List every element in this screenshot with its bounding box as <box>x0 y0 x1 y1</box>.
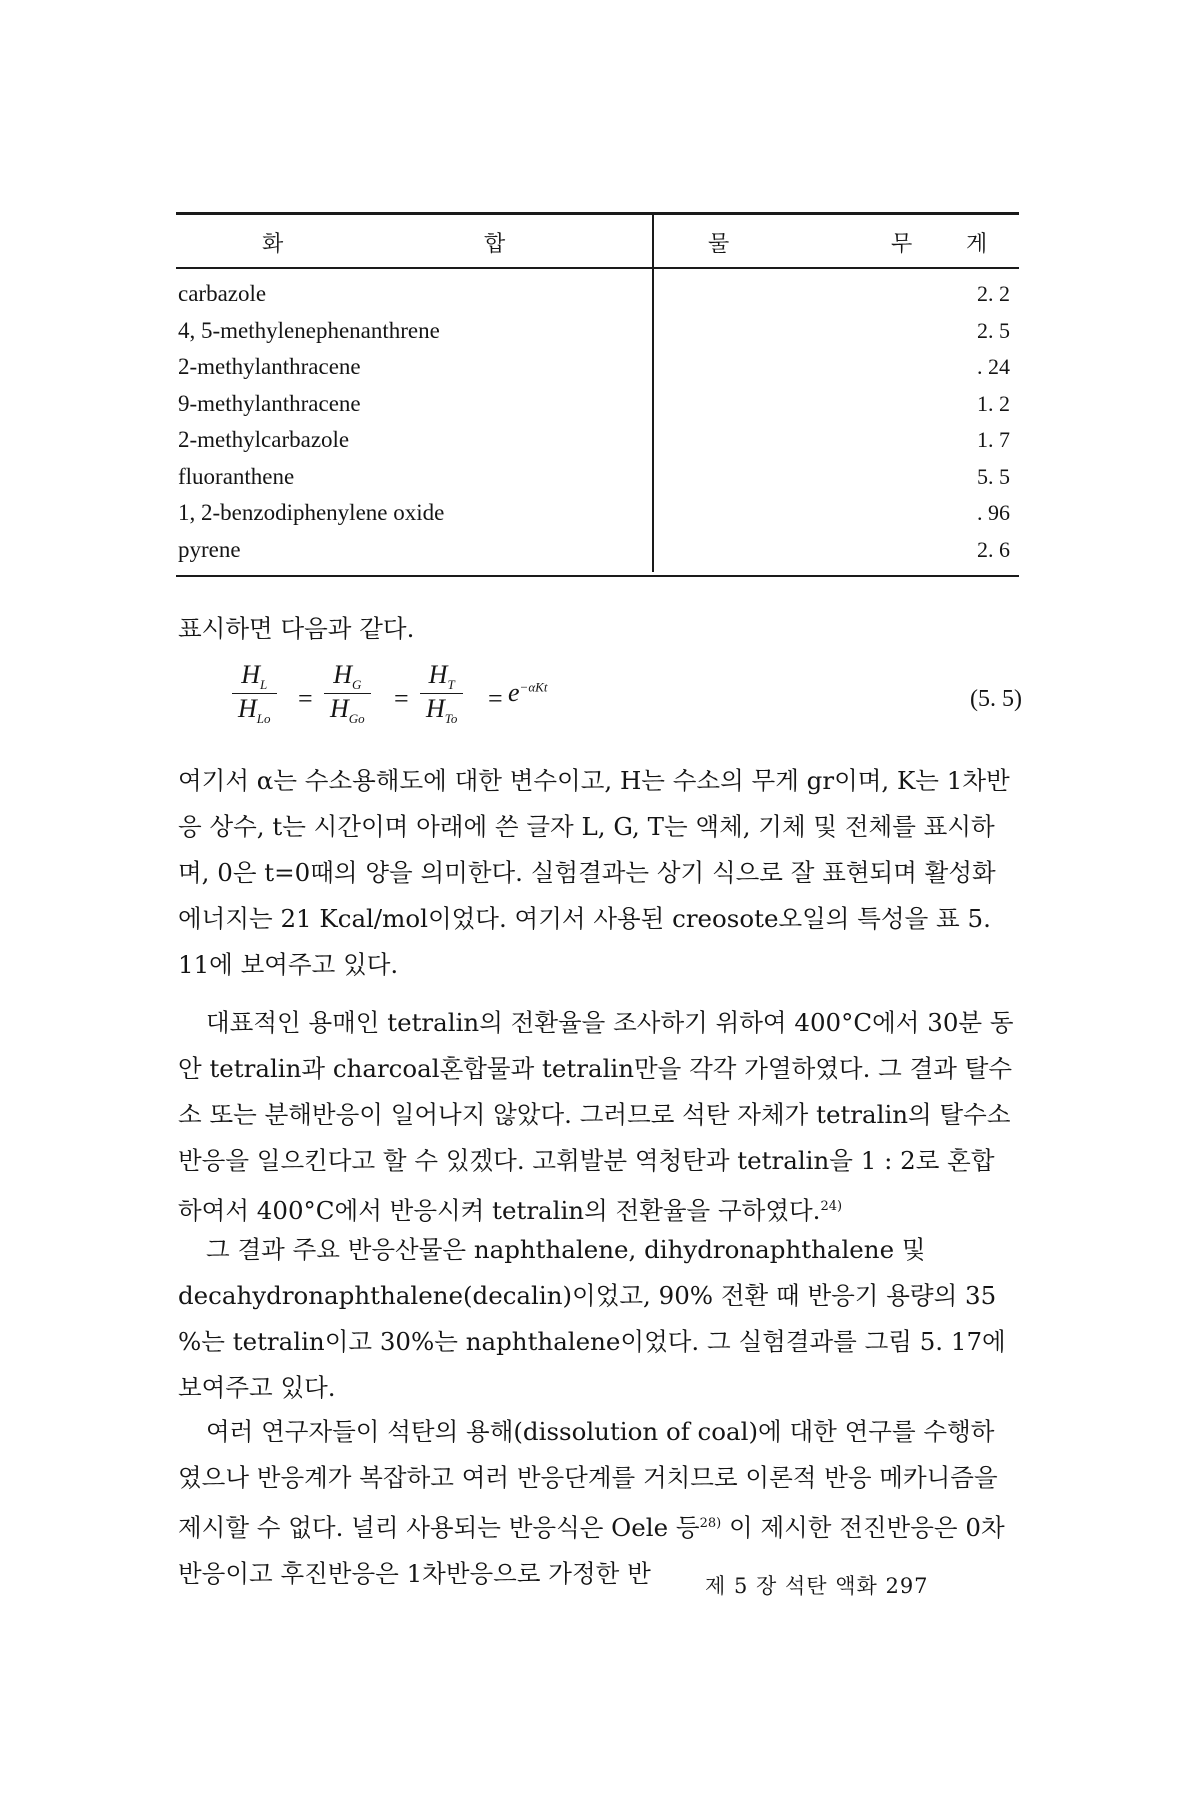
compound-weight: 2. 5 <box>977 317 1010 343</box>
eq-symbol: H <box>426 694 445 724</box>
paragraph-results: 그 결과 주요 반응산물은 naphthalene, dihydronaphthalene 및 decahydronaphthalene(decalin)이었고, 90% 전환 때 반응기 용량의 35 %는 tetralin이고 30%는 naphthalene이었다. 그 실험결과를 그림 5. 17에 보여주고 있다. <box>178 1235 1006 1402</box>
reference-superscript: 24) <box>820 1199 843 1214</box>
compound-name: pyrene <box>178 536 241 562</box>
table-row <box>176 275 1019 312</box>
eq-symbol: H <box>241 660 261 689</box>
eq-subscript: G <box>352 677 362 693</box>
eq-subscript: To <box>444 711 458 727</box>
compound-weight: 1. 2 <box>977 390 1010 416</box>
eq-symbol: H <box>330 694 349 724</box>
header-char-4: 무 <box>891 232 915 257</box>
fraction-liquid <box>232 660 277 727</box>
intro-text: 표시하면 다음과 같다. <box>178 614 415 643</box>
eq-exponent: −αKt <box>519 679 548 695</box>
equals-sign: = <box>298 684 313 713</box>
paragraph-text: 이 제시한 전진반응은 0차반응이고 후진반응은 1차반응으로 가정한 반 <box>178 1513 1005 1589</box>
table-row <box>176 531 1019 568</box>
reference-superscript: 28) <box>699 1516 722 1531</box>
equals-sign: = <box>488 684 503 713</box>
compound-weight: 1. 7 <box>977 427 1010 452</box>
eq-subscript: T <box>447 677 455 693</box>
compound-weight: . 96 <box>977 500 1010 525</box>
eq-symbol: H <box>428 660 448 689</box>
compound-weight: 2. 2 <box>977 281 1010 306</box>
equation-number: (5. 5) <box>970 686 1022 712</box>
paragraph-definitions: 여기서 α는 수소용해도에 대한 변수이고, H는 수소의 무게 gr이며, K는 1차반응 상수, t는 시간이며 아래에 쓴 글자 L, G, T는 액체, 기체 및 전체를 표시하며, 0은 t=0때의 양을 의미한다. 실험결과는 상기 식으로 잘 표현되며 활성화 에너지는 21 Kcal/mol이었다. 여기서 사용된 creosote오일의 특성을 표 5. 11에 보여주고 있다. <box>178 766 1010 979</box>
fraction-gas <box>324 660 371 727</box>
paragraph-tetralin <box>178 1000 1018 1234</box>
compound-weight-table <box>176 212 1019 577</box>
header-char-5: 게 <box>966 232 990 257</box>
page-footer: 제 5 장 석탄 액화 297 <box>705 1574 929 1598</box>
table-row <box>176 458 1019 495</box>
table-bottom-rule <box>176 575 1019 577</box>
paragraph-text: 여러 연구자들이 석탄의 용해(dissolution of coal)에 대한 연구를 수행하였으나 반응계가 복잡하고 여러 반응단계를 거치므로 이론적 반응 메카니즘을 제시할 수 없다. 널리 사용되는 반응식은 Oele 등 <box>178 1417 998 1543</box>
compound-weight: 2. 6 <box>977 536 1010 562</box>
compound-name: 1, 2-benzodiphenylene oxide <box>178 500 445 525</box>
header-char-3: 물 <box>708 232 732 257</box>
compound-weight: . 24 <box>977 354 1010 379</box>
equation-5-5 <box>232 660 1022 750</box>
eq-symbol: H <box>333 660 353 689</box>
eq-subscript: L <box>260 677 268 693</box>
eq-symbol: H <box>238 694 257 724</box>
table-row <box>176 312 1019 349</box>
compound-name: 9-methylanthracene <box>178 390 361 416</box>
compound-name: fluoranthene <box>178 463 295 489</box>
table-body <box>176 269 1019 575</box>
table-row <box>176 348 1019 385</box>
header-char-1: 화 <box>262 232 286 257</box>
eq-subscript: Lo <box>256 711 271 727</box>
table-row <box>176 421 1019 458</box>
equals-sign: = <box>394 684 409 713</box>
table-header <box>176 215 1019 267</box>
exponential-term <box>508 678 547 708</box>
compound-weight: 5. 5 <box>977 463 1010 489</box>
eq-subscript: Go <box>348 711 365 727</box>
eq-base: e <box>508 678 520 707</box>
compound-name: 4, 5-methylenephenanthrene <box>178 317 440 343</box>
paragraph-dissolution <box>178 1409 1018 1597</box>
paragraph-text: 대표적인 용매인 tetralin의 전환율을 조사하기 위하여 400°C에서 30분 동안 tetralin과 charcoal혼합물과 tetralin만을 각각 가열하였다. 그 결과 탈수소 또는 분해반응이 일어나지 않았다. 그러므로 석탄 자체가 tetralin의 탈수소반응을 일으킨다고 할 수 있겠다. 고휘발분 역청탄과 tetralin을 1 : 2로 혼합하여서 400°C에서 반응시켜 tetralin의 전환율을 구하였다. <box>178 1008 1014 1226</box>
compound-name: 2-methylcarbazole <box>178 427 350 452</box>
table-row <box>176 385 1019 422</box>
compound-name: carbazole <box>178 281 267 306</box>
fraction-total <box>420 660 463 727</box>
table-row <box>176 494 1019 531</box>
header-char-2: 합 <box>484 232 508 257</box>
compound-name: 2-methylanthracene <box>178 354 361 379</box>
